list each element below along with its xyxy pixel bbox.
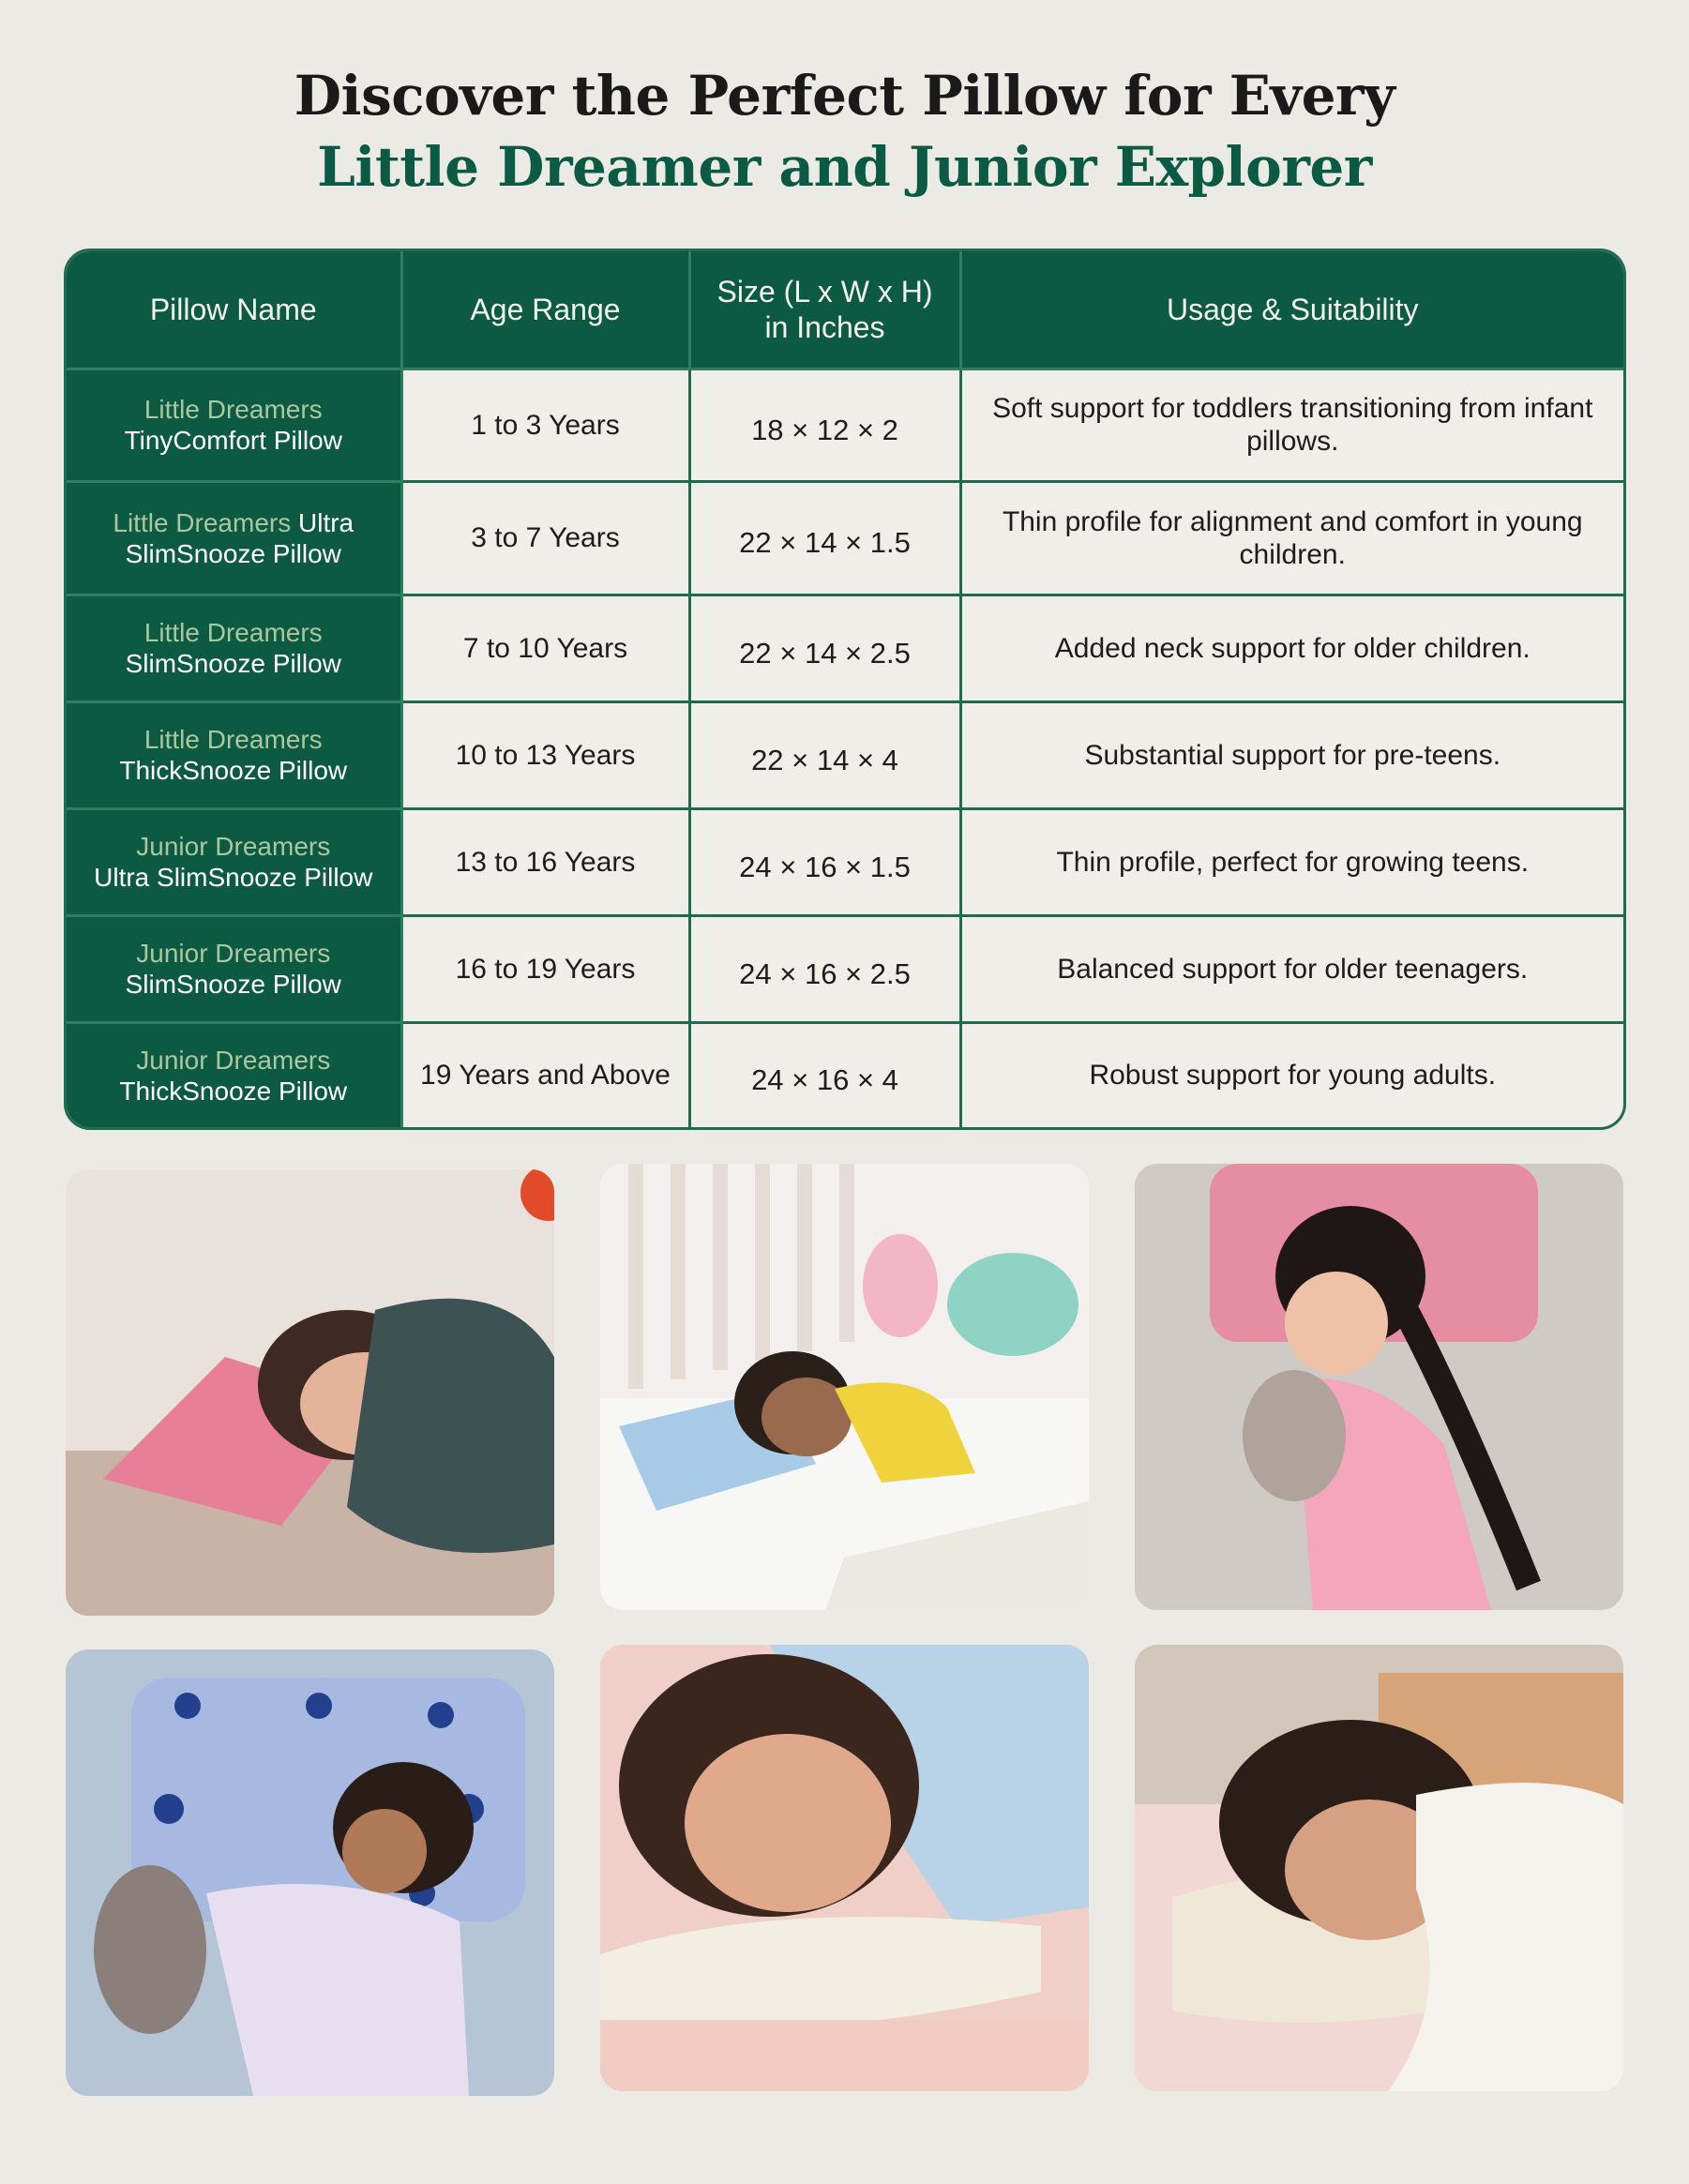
pillow-name-cell [67, 369, 401, 482]
size-header-line: in Inches [764, 309, 885, 344]
model-name: SlimSnooze Pillow [125, 970, 341, 1000]
size-cell: 22 × 14 × 2.5 [689, 595, 960, 701]
table-row [67, 369, 1623, 482]
header-age-range: Age Range [401, 251, 689, 369]
size-cell: 24 × 16 × 1.5 [689, 808, 960, 915]
table-row [67, 701, 1623, 808]
header-size [689, 251, 960, 369]
brand-name: Junior Dreamers [136, 1045, 331, 1075]
photo-boy-hugging-pillow [66, 1649, 554, 2096]
table-row [67, 808, 1623, 915]
usage-cell: Robust support for young adults. [1089, 1060, 1497, 1092]
size-cell: 22 × 14 × 4 [689, 701, 960, 808]
brand-name: Little Dreamers [143, 725, 323, 755]
pillow-comparison-table [64, 249, 1626, 1130]
usage-cell: Substantial support for pre-teens. [960, 701, 1623, 808]
header-pillow-name: Pillow Name [67, 251, 401, 369]
table-row [67, 1022, 1623, 1127]
title-line-2: Little Dreamer and Junior Explorer [317, 135, 1372, 199]
model-name: Ultra SlimSnooze Pillow [94, 863, 373, 893]
age-range-cell: 16 to 19 Years [401, 915, 689, 1022]
title-line-1: Discover the Perfect Pillow for Every [294, 64, 1395, 128]
photo-child-pink-pillow [66, 1169, 554, 1616]
pillow-name-cell [67, 482, 401, 595]
age-range-cell: 19 Years and Above [401, 1022, 689, 1127]
usage-cell: Added neck support for older children. [960, 595, 1623, 701]
size-cell: 24 × 16 × 2.5 [689, 915, 960, 1022]
pillow-name-cell [67, 915, 401, 1022]
photo-girl-smiling [600, 1645, 1089, 2091]
model-name: TinyComfort Pillow [124, 426, 342, 456]
age-range-cell: 13 to 16 Years [401, 808, 689, 915]
model-name: ThickSnooze Pillow [119, 1076, 348, 1106]
size-cell: 22 × 14 × 1.5 [689, 482, 960, 595]
table-header-row [67, 251, 1623, 369]
table-row [67, 595, 1623, 701]
usage-cell: Thin profile for alignment and comfort in young children. [960, 482, 1623, 595]
brand-name: Little Dreamers [143, 395, 323, 425]
age-range-cell: 3 to 7 Years [401, 482, 689, 595]
header-usage: Usage & Suitability [960, 251, 1623, 369]
brand-suffix: Ultra [291, 507, 354, 537]
size-cell: 24 × 16 × 4 [689, 1022, 960, 1127]
pillow-name-cell [67, 701, 401, 808]
photo-girl-moon-pillow [1135, 1164, 1623, 1610]
age-range-cell: 1 to 3 Years [401, 369, 689, 482]
age-range-cell: 10 to 13 Years [401, 701, 689, 808]
table-row [67, 915, 1623, 1022]
brand-name: Junior Dreamers [136, 939, 331, 969]
photo-child-white-pillow [1135, 1645, 1623, 2091]
brand-name: Little Dreamers [113, 507, 292, 537]
brand-name: Junior Dreamers [136, 832, 331, 862]
pillow-name-cell [67, 595, 401, 701]
model-name: SlimSnooze Pillow [125, 649, 341, 679]
photo-boy-star-pillow [600, 1164, 1089, 1610]
usage-cell: Thin profile, perfect for growing teens. [960, 808, 1623, 915]
pillow-name-cell [67, 808, 401, 915]
brand-name: Little Dreamers [143, 618, 323, 648]
page-title [0, 60, 1689, 203]
usage-cell: Balanced support for older teenagers. [960, 915, 1623, 1022]
usage-cell: Soft support for toddlers transitioning from infant pillows. [960, 369, 1623, 482]
model-name: SlimSnooze Pillow [125, 538, 341, 568]
age-range-cell: 7 to 10 Years [401, 595, 689, 701]
size-header-line: Size (L x W x H) [716, 274, 933, 309]
pillow-name-cell [67, 1022, 401, 1127]
size-cell: 18 × 12 × 2 [689, 369, 960, 482]
table-row [67, 482, 1623, 595]
model-name: ThickSnooze Pillow [119, 756, 348, 786]
